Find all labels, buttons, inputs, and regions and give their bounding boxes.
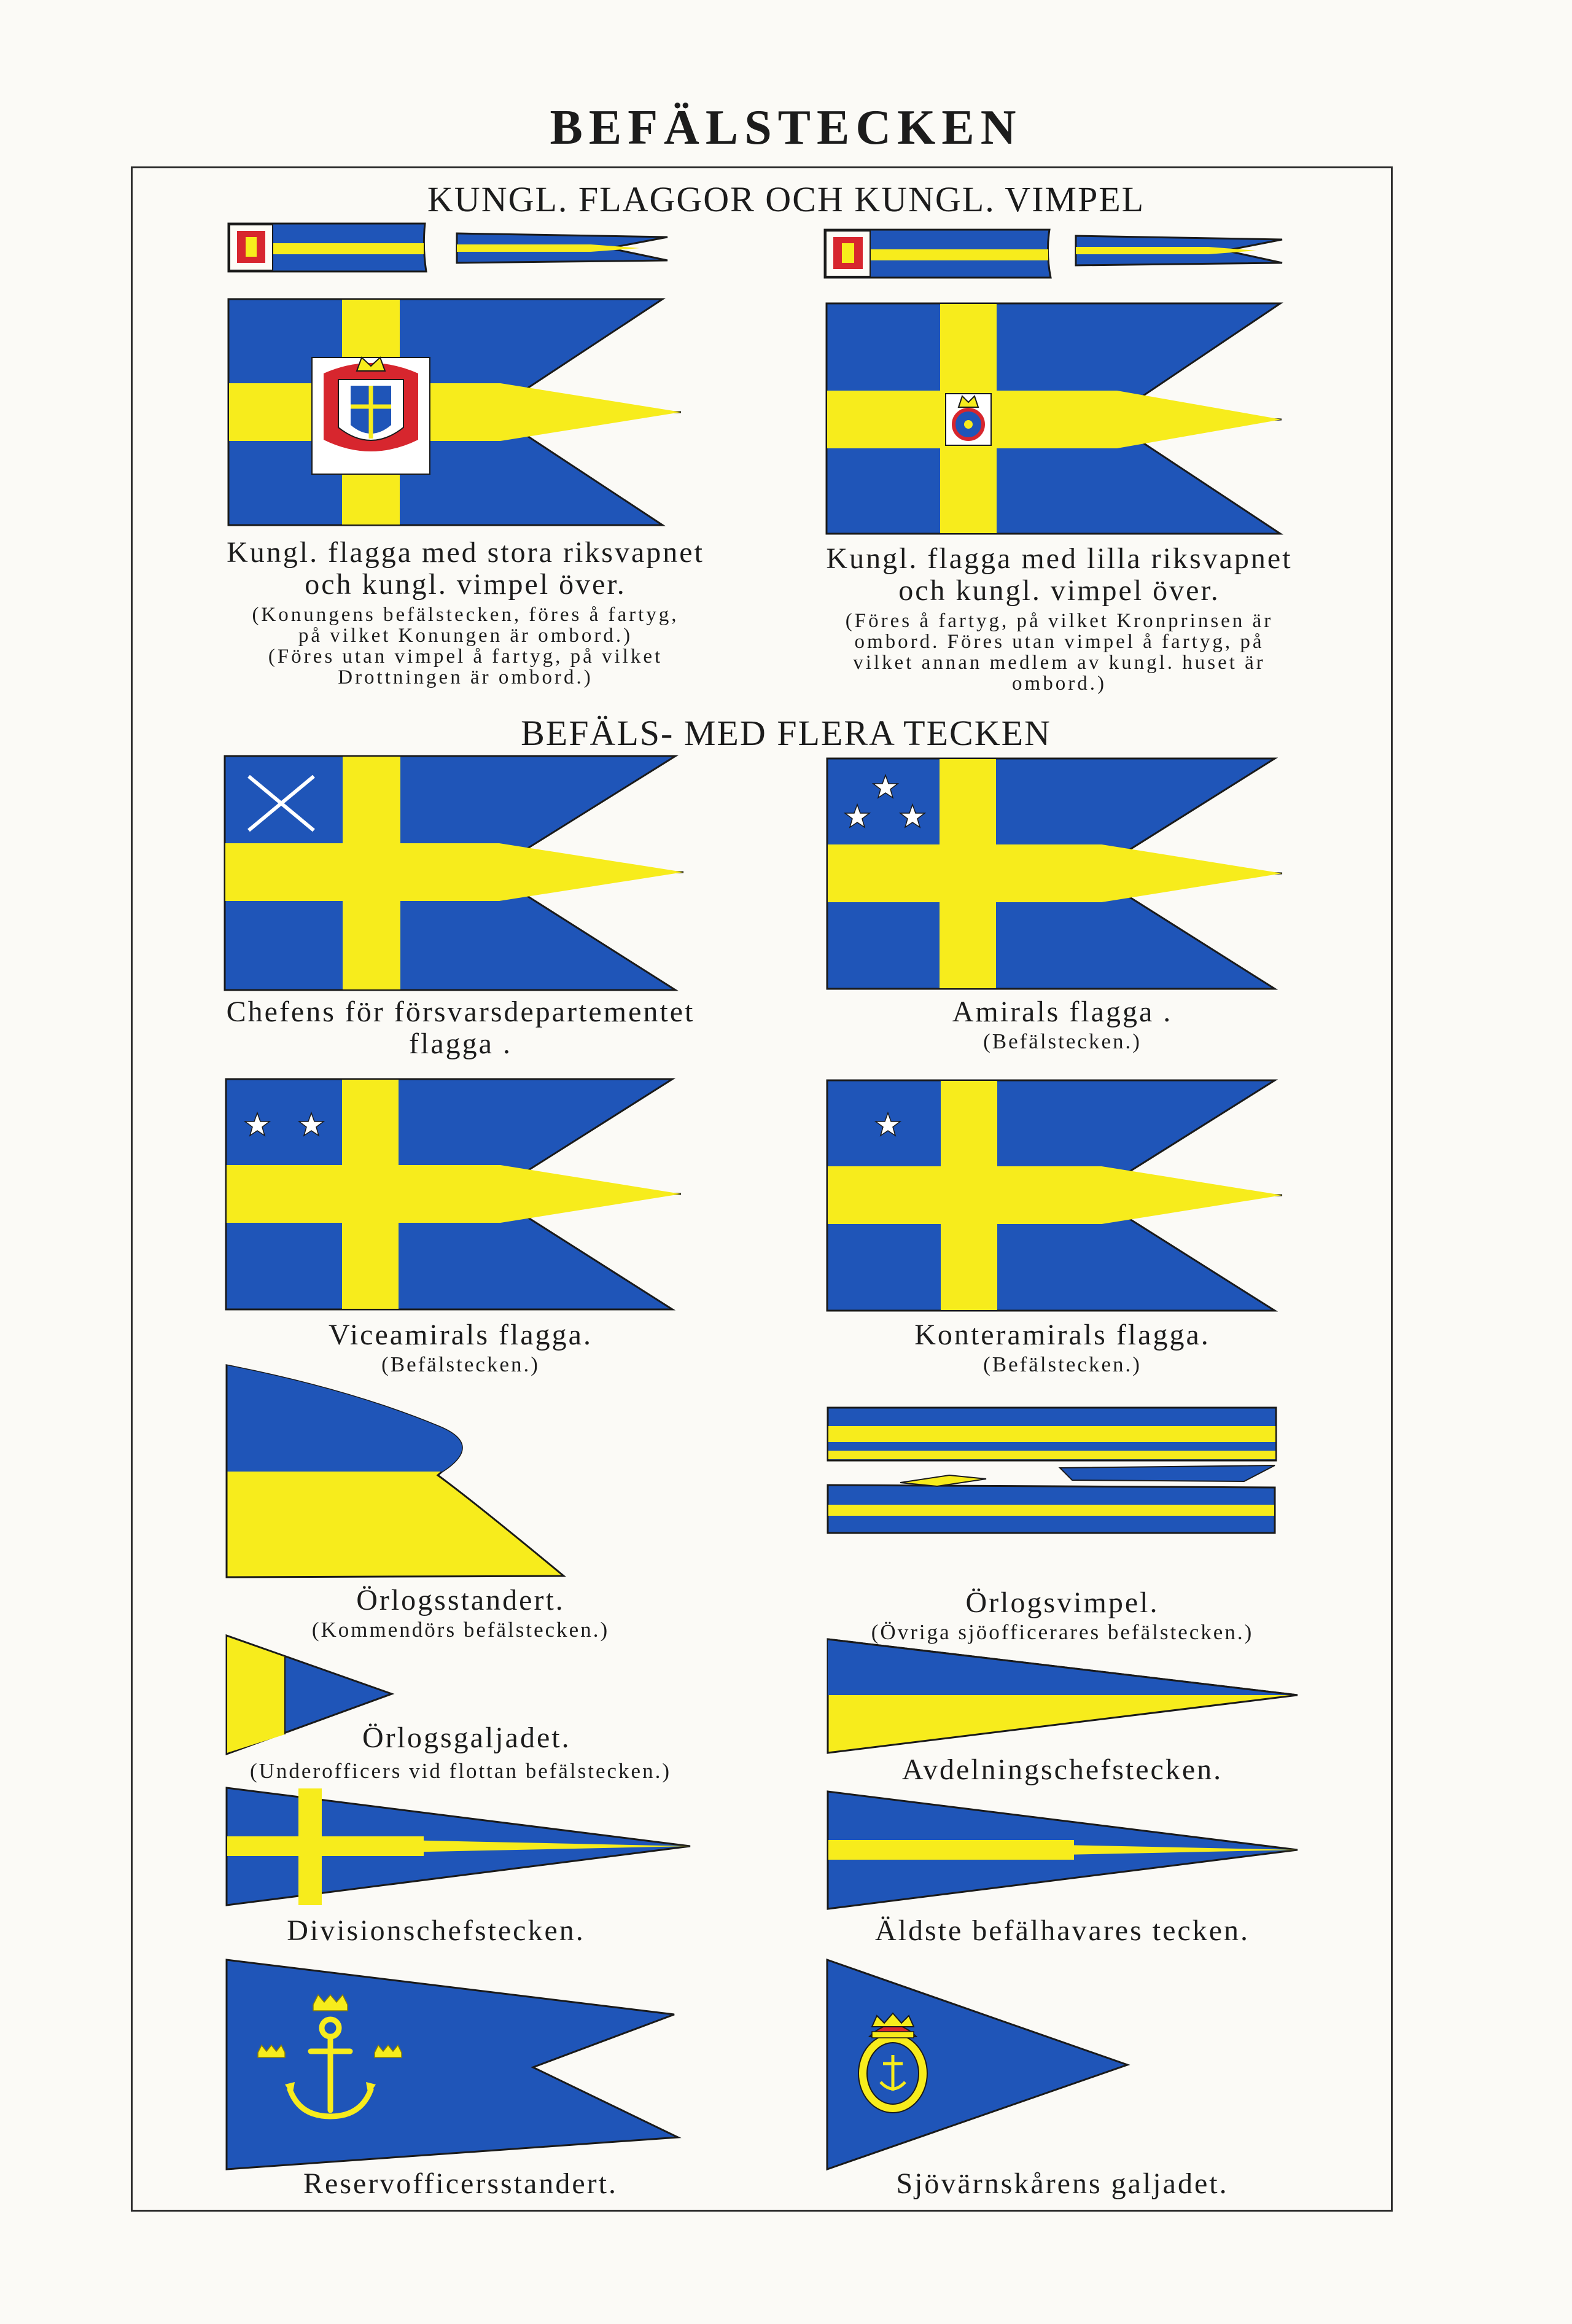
caption-royal-small-note3: vilket annan medlem av kungl. huset är (853, 651, 1266, 674)
caption-vice-admiral-note: (Befälstecken.) (381, 1352, 540, 1376)
rear-admiral-flag (827, 1080, 1284, 1313)
section-heading-royal: KUNGL. FLAGGOR OCH KUNGL. VIMPEL (427, 179, 1145, 219)
caption-royal-small-note1: (Föres å fartyg, på vilket Kronprinsen är (845, 609, 1274, 632)
caption-royal-large-note3: (Föres utan vimpel å fartyg, på vilket (268, 645, 663, 668)
caption-royal-large-note1: (Konungens befälstecken, föres å fartyg, (252, 603, 679, 626)
caption-department-chief (823, 1754, 1302, 1786)
royal-pennant-left (228, 222, 443, 275)
royal-pennant-swallowtail-left (456, 232, 671, 266)
page-title: BEFÄLSTECKEN (550, 101, 1022, 155)
caption-rear-admiral-note: (Befälstecken.) (983, 1352, 1142, 1376)
caption-naval-burgee-note: (Underofficers vid flottan befälstecken.) (249, 1759, 671, 1783)
vice-admiral-flag (225, 1078, 683, 1312)
caption-royal-small-note2: ombord. Föres utan vimpel å fartyg, på (854, 630, 1264, 653)
caption-royal-small-line1: Kungl. flagga med lilla riksvapnet (826, 542, 1293, 575)
caption-naval-burgee (221, 1722, 835, 1754)
caption-senior-commander-label: Äldste befälhavares tecken. (874, 1914, 1250, 1947)
caption-defence-chief-line1: Chefens för försvarsdepartementet (226, 996, 695, 1028)
division-chief-pennant (226, 1787, 693, 1908)
caption-naval-pennant-label: Örlogsvimpel. (965, 1586, 1159, 1619)
caption-admiral (823, 996, 1302, 1053)
caption-vice-admiral-label: Viceamirals flagga. (329, 1319, 593, 1351)
caption-admiral-label: Amirals flagga . (952, 996, 1173, 1028)
caption-naval-pennant (823, 1587, 1302, 1644)
caption-royal-large-note4: Drottningen är ombord.) (338, 666, 593, 688)
defence-chief-flag (224, 755, 685, 992)
royal-pennant-right (825, 228, 1053, 281)
caption-royal-large-note2: på vilket Konungen är ombord.) (298, 624, 633, 647)
royal-flag-small-arms (826, 303, 1283, 536)
caption-defence-chief (221, 996, 700, 1060)
royal-pennant-swallowtail-right (1075, 235, 1285, 268)
caption-naval-standard-note: (Kommendörs befälstecken.) (311, 1617, 610, 1642)
caption-naval-standard-label: Örlogsstandert. (356, 1584, 565, 1616)
caption-royal-large (226, 537, 705, 688)
department-chief-pennant (827, 1639, 1300, 1755)
caption-reserve-standard (221, 2168, 700, 2200)
caption-admiral-note: (Befälstecken.) (983, 1029, 1142, 1053)
caption-naval-burgee-note-wrap (221, 1758, 700, 1783)
caption-naval-standard (221, 1585, 700, 1642)
caption-defence-chief-line2: flagga . (409, 1027, 512, 1060)
caption-naval-pennant-note: (Övriga sjöofficerares befälstecken.) (871, 1620, 1254, 1644)
caption-royal-small (817, 543, 1302, 694)
caption-department-chief-label: Avdelningschefstecken. (901, 1753, 1223, 1786)
section-heading-command: BEFÄLS- MED FLERA TECKEN (521, 713, 1051, 753)
caption-rear-admiral (823, 1319, 1302, 1376)
caption-royal-small-note4: ombord.) (1012, 672, 1107, 695)
admiral-flag (827, 758, 1284, 991)
naval-pennant-flag (827, 1406, 1279, 1554)
caption-royal-large-line1: Kungl. flagga med stora riksvapnet (227, 536, 704, 569)
caption-royal-large-line2: och kungl. vimpel över. (305, 567, 626, 601)
caption-rear-admiral-label: Konteramirals flagga. (914, 1319, 1210, 1351)
caption-reserve-standard-label: Reservofficersstandert. (303, 2167, 618, 2200)
naval-standard-flag (226, 1365, 576, 1580)
caption-senior-commander (823, 1915, 1302, 1947)
caption-division-chief (221, 1915, 651, 1947)
royal-flag-large-arms (228, 298, 682, 529)
caption-sjovarn-burgee (823, 2168, 1302, 2200)
caption-naval-burgee-label: Örlogsgaljadet. (362, 1722, 571, 1754)
sjovarn-burgee (827, 1959, 1131, 2172)
reserve-officer-standard (226, 1959, 680, 2172)
caption-sjovarn-burgee-label: Sjövärnskårens galjadet. (896, 2167, 1229, 2200)
caption-division-chief-label: Divisionschefstecken. (287, 1914, 585, 1947)
caption-royal-small-line2: och kungl. vimpel över. (898, 574, 1220, 607)
senior-commander-pennant (827, 1791, 1300, 1911)
